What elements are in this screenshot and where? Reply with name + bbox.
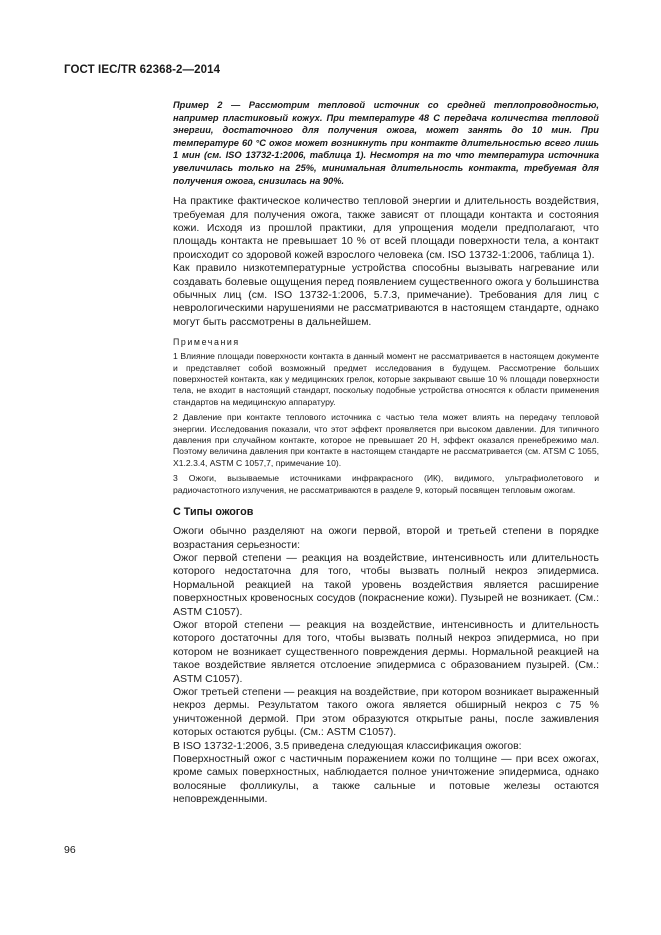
note-item: 1 Влияние площади поверхности контакта в данный момент не рассматривается в настоящем документе и представляет собой возможный предмет исследования в будущем. Рассмотрение больших поверхностей контакта, как у медицинских грелок, которые закрывают свыше 10 % площади поверхности тела, не входит в настоящий стандарт, поскольку подобные устройства относятся к области применения стандартов на медицинскую аппаратуру. <box>173 351 599 407</box>
example-paragraph: Пример 2 — Рассмотрим тепловой источник со средней теплопроводностью, например пластиковый кожух. При температуре 48 С передача количества тепловой энергии, достаточного для получения ожога, может занять до 10 мин. При температуре 60 °С ожог может возникнуть при контакте длительностью всего лишь 1 мин (см. ISO 13732-1:2006, таблица 1). Несмотря на то что температура источника увеличилась только на 25%, минимальная длительность контакта, требуемая для получения ожога, снизилась на 90%. <box>173 100 599 186</box>
section-paragraph: Поверхностный ожог с частичным поражением кожи по толщине — при всех ожогах, кроме самых поверхностных, наблюдается полное уничтожение эпидермиса, однако волосяные фолликулы, а также сальные и потовые железы остаются неповрежденными. <box>173 753 599 806</box>
page-number: 96 <box>64 844 76 856</box>
section-paragraph: Ожог первой степени — реакция на воздействие, интенсивность или длительность которого недостаточна для того, чтобы вызвать полный некроз эпидермиса. Нормальной реакцией на такой уровень воздействия является расширение поверхностных кровеносных сосудов (покраснение кожи). Пузырей не возникает. (См.: ASTM C1057). <box>173 551 599 618</box>
section-paragraph: Ожоги обычно разделяют на ожоги первой, второй и третьей степени в порядке возрастания серьезности: <box>173 525 599 551</box>
section-paragraph: В ISO 13732-1:2006, 3.5 приведена следующая классификация ожогов: <box>173 739 522 752</box>
section-heading: С Типы ожогов <box>173 506 254 519</box>
body-paragraph: На практике фактическое количество тепловой энергии и длительность воздействия, требуемая для получения ожога, также зависят от площади контакта и состояния кожи. Исходя из прошлой практики, для упрощения модели предполагают, что площадь контакта не превышает 10 % от всей площади поверхности тела, а контакт происходит со здоровой кожей взрослого человека (см. ISO 13732-1:2006, таблица 1). <box>173 195 599 261</box>
note-item: 2 Давление при контакте теплового источника с частью тела может влиять на передачу тепловой энергии. Исследования показали, что этот эффект проявляется при высоком давлении. Для типичного давления при случайном контакте, которое не превышает 20 Н, эффект оказался пренебрежимо мал. Поэтому величина давления при контакте в настоящем стандарте не рассматривается (см. ATSM С 1055, Х1.2.3.4, ASTM С 1057,7, примечание 10). <box>173 412 599 468</box>
notes-heading: Примечания <box>173 337 240 348</box>
note-item: 3 Ожоги, вызываемые источниками инфракрасного (ИК), видимого, ультрафиолетового и радиочастотного излучения, не рассматриваются в разделе 9, который посвящен тепловым ожогам. <box>173 473 599 495</box>
section-paragraph: Ожог третьей степени — реакция на воздействие, при котором возникает выраженный некроз дермы. Результатом такого ожога является обширный некроз с 75 % уничтоженной дермой. При этом образуются открытые раны, после заживления которых остаются рубцы. (См.: ASTM C1057). <box>173 685 599 739</box>
section-paragraph: Ожог второй степени — реакция на воздействие, интенсивность и длительность которого достаточны для того, чтобы вызвать полный некроз эпидермиса, но при котором не возникает существенного повреждения дермы. Нормальной реакцией на такое воздействие является отслоение эпидермиса с образованием пузырей. (См.: ASTM C1057). <box>173 618 599 685</box>
page-content <box>173 99 599 807</box>
body-paragraph: Как правило низкотемпературные устройства способны вызывать нагревание или создавать болевые ощущения перед появлением существенного ожога у большинства обычных лиц (см. ISO 13732-1:2006, 5.7.3, примечание). Требования для лиц с неврологическими нарушениями не рассматриваются в настоящем стандарте, однако могут быть рассмотрены в дальнейшем. <box>173 262 599 328</box>
document-header: ГОСТ IEC/TR 62368-2—2014 <box>64 64 221 76</box>
